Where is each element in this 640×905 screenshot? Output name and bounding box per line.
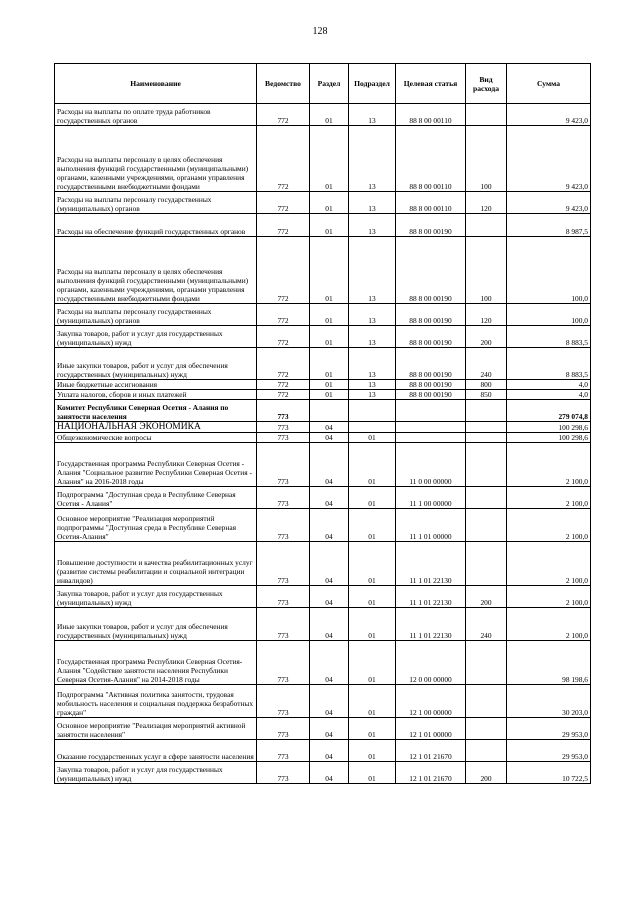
cell-section: 04 xyxy=(310,641,349,685)
cell-amount: 2 100,0 xyxy=(507,608,591,641)
cell-expense-type xyxy=(466,685,507,718)
cell-section: 04 xyxy=(310,509,349,542)
cell-section: 04 xyxy=(310,422,349,433)
header-amount: Сумма xyxy=(507,64,591,104)
cell-department: 773 xyxy=(257,542,310,586)
cell-subsection: 01 xyxy=(349,762,396,784)
cell-subsection: 13 xyxy=(349,104,396,126)
cell-subsection: 01 xyxy=(349,718,396,740)
cell-name: Расходы на выплаты персоналу в целях обеспечения выполнения функций государственными (муниципальными) органами, казенными учреждениями, органами управления государственными внебюджетными фондами xyxy=(55,237,257,304)
cell-target: 12 1 01 21670 xyxy=(396,762,466,784)
table-row xyxy=(55,126,591,192)
cell-subsection: 13 xyxy=(349,237,396,304)
cell-expense-type: 240 xyxy=(466,608,507,641)
cell-target: 12 0 00 00000 xyxy=(396,641,466,685)
table-row xyxy=(55,433,591,443)
cell-target: 12 1 01 00000 xyxy=(396,718,466,740)
table-row xyxy=(55,348,591,380)
cell-subsection: 13 xyxy=(349,326,396,348)
cell-section: 04 xyxy=(310,608,349,641)
cell-department: 773 xyxy=(257,509,310,542)
cell-amount: 30 203,0 xyxy=(507,685,591,718)
cell-name: Закупка товаров, работ и услуг для государственных (муниципальных) нужд xyxy=(55,586,257,608)
cell-name: Закупка товаров, работ и услуг для государственных (муниципальных) нужд xyxy=(55,326,257,348)
table-row xyxy=(55,718,591,740)
cell-expense-type xyxy=(466,400,507,422)
table-row xyxy=(55,400,591,422)
cell-expense-type: 100 xyxy=(466,126,507,192)
cell-department: 773 xyxy=(257,586,310,608)
cell-amount: 2 100,0 xyxy=(507,487,591,509)
cell-expense-type: 800 xyxy=(466,380,507,390)
cell-name: Уплата налогов, сборов и иных платежей xyxy=(55,390,257,400)
cell-name: Основное мероприятие "Реализация мероприятий подпрограммы "Доступная среда в Республике Северная Осетия-Алания" xyxy=(55,509,257,542)
cell-target: 88 8 00 00190 xyxy=(396,237,466,304)
cell-name: Расходы на выплаты персоналу государственных (муниципальных) органов xyxy=(55,304,257,326)
cell-amount: 10 722,5 xyxy=(507,762,591,784)
cell-amount: 100 298,6 xyxy=(507,422,591,433)
cell-name: Основное мероприятие "Реализация мероприятий активной занятости населения" xyxy=(55,718,257,740)
cell-name: Иные закупки товаров, работ и услуг для обеспечения государственных (муниципальных) нужд xyxy=(55,608,257,641)
cell-section xyxy=(310,400,349,422)
table-header-row xyxy=(55,64,591,104)
cell-department: 772 xyxy=(257,126,310,192)
cell-amount: 98 198,6 xyxy=(507,641,591,685)
cell-subsection: 13 xyxy=(349,126,396,192)
cell-name: Оказание государственных услуг в сфере занятости населения xyxy=(55,740,257,762)
cell-section: 01 xyxy=(310,126,349,192)
cell-target: 11 1 00 00000 xyxy=(396,487,466,509)
cell-section: 01 xyxy=(310,237,349,304)
cell-target: 12 1 01 21670 xyxy=(396,740,466,762)
cell-amount: 100 298,6 xyxy=(507,433,591,443)
cell-subsection: 01 xyxy=(349,641,396,685)
cell-name: Иные закупки товаров, работ и услуг для обеспечения государственных (муниципальных) нужд xyxy=(55,348,257,380)
table-row xyxy=(55,740,591,762)
table-row xyxy=(55,509,591,542)
cell-name: Расходы на выплаты персоналу в целях обеспечения выполнения функций государственными (муниципальными) органами, казенными учреждениями, органами управления государственными внебюджетными фондами xyxy=(55,126,257,192)
cell-expense-type: 200 xyxy=(466,586,507,608)
cell-section: 04 xyxy=(310,685,349,718)
cell-target: 11 1 01 22130 xyxy=(396,586,466,608)
cell-target: 88 8 00 00190 xyxy=(396,326,466,348)
cell-department: 773 xyxy=(257,400,310,422)
cell-amount: 2 100,0 xyxy=(507,443,591,487)
cell-expense-type xyxy=(466,740,507,762)
cell-target: 12 1 00 00000 xyxy=(396,685,466,718)
cell-section: 04 xyxy=(310,718,349,740)
table-body xyxy=(55,104,591,784)
cell-name: Расходы на обеспечение функций государственных органов xyxy=(55,214,257,237)
cell-target: 88 8 00 00110 xyxy=(396,126,466,192)
cell-section: 01 xyxy=(310,326,349,348)
cell-department: 772 xyxy=(257,104,310,126)
cell-subsection: 13 xyxy=(349,214,396,237)
cell-department: 773 xyxy=(257,641,310,685)
cell-target: 88 8 00 00190 xyxy=(396,380,466,390)
cell-section: 01 xyxy=(310,390,349,400)
cell-name: Общеэкономические вопросы xyxy=(55,433,257,443)
table-row xyxy=(55,542,591,586)
cell-target: 88 8 00 00190 xyxy=(396,214,466,237)
cell-expense-type: 850 xyxy=(466,390,507,400)
cell-amount: 279 074,8 xyxy=(507,400,591,422)
cell-subsection: 13 xyxy=(349,380,396,390)
cell-target: 11 1 01 00000 xyxy=(396,509,466,542)
cell-expense-type: 200 xyxy=(466,326,507,348)
table-row xyxy=(55,192,591,214)
cell-amount: 4,0 xyxy=(507,390,591,400)
cell-section: 01 xyxy=(310,214,349,237)
header-target: Целевая статья xyxy=(396,64,466,104)
cell-department: 773 xyxy=(257,685,310,718)
cell-amount: 9 423,0 xyxy=(507,192,591,214)
cell-expense-type xyxy=(466,433,507,443)
cell-name: Иные бюджетные ассигнования xyxy=(55,380,257,390)
header-section: Раздел xyxy=(310,64,349,104)
cell-amount: 2 100,0 xyxy=(507,542,591,586)
header-department: Ведомство xyxy=(257,64,310,104)
cell-section: 01 xyxy=(310,348,349,380)
cell-expense-type xyxy=(466,509,507,542)
cell-amount: 29 953,0 xyxy=(507,740,591,762)
table-row xyxy=(55,443,591,487)
cell-target xyxy=(396,400,466,422)
cell-subsection: 01 xyxy=(349,433,396,443)
cell-department: 772 xyxy=(257,390,310,400)
table-row xyxy=(55,304,591,326)
cell-expense-type: 120 xyxy=(466,304,507,326)
cell-department: 772 xyxy=(257,237,310,304)
cell-subsection: 01 xyxy=(349,586,396,608)
cell-name: Подпрограмма "Активная политика занятости, трудовая мобильность населения и социальная поддержка безработных граждан" xyxy=(55,685,257,718)
table-row xyxy=(55,214,591,237)
budget-table xyxy=(54,63,591,784)
cell-name: Расходы на выплаты по оплате труда работников государственных органов xyxy=(55,104,257,126)
table-row xyxy=(55,487,591,509)
table-row xyxy=(55,586,591,608)
cell-expense-type xyxy=(466,641,507,685)
cell-amount: 2 100,0 xyxy=(507,509,591,542)
cell-expense-type xyxy=(466,443,507,487)
header-expense-type: Вид расхода xyxy=(466,64,507,104)
cell-department: 772 xyxy=(257,326,310,348)
cell-expense-type xyxy=(466,542,507,586)
header-name: Наименование xyxy=(55,64,257,104)
cell-department: 772 xyxy=(257,380,310,390)
cell-section: 01 xyxy=(310,192,349,214)
cell-target xyxy=(396,433,466,443)
cell-target: 11 1 01 22130 xyxy=(396,542,466,586)
cell-subsection xyxy=(349,400,396,422)
cell-expense-type xyxy=(466,214,507,237)
cell-subsection: 01 xyxy=(349,443,396,487)
cell-department: 773 xyxy=(257,718,310,740)
cell-department: 773 xyxy=(257,487,310,509)
cell-subsection: 01 xyxy=(349,685,396,718)
cell-target: 11 0 00 00000 xyxy=(396,443,466,487)
cell-amount: 8 987,5 xyxy=(507,214,591,237)
cell-amount: 8 883,5 xyxy=(507,348,591,380)
cell-name: Комитет Республики Северная Осетия - Алания по занятости населения xyxy=(55,400,257,422)
table-row xyxy=(55,685,591,718)
cell-target: 11 1 01 22130 xyxy=(396,608,466,641)
cell-section: 01 xyxy=(310,380,349,390)
page-number: 128 xyxy=(312,26,328,37)
cell-department: 773 xyxy=(257,762,310,784)
table-row xyxy=(55,326,591,348)
cell-target: 88 8 00 00110 xyxy=(396,104,466,126)
cell-name: Подпрограмма "Доступная среда в Республике Северная Осетия - Алания" xyxy=(55,487,257,509)
cell-expense-type xyxy=(466,718,507,740)
cell-department: 773 xyxy=(257,608,310,641)
cell-name: Повышение доступности и качества реабилитационных услуг (развитие системы реабилитации и социальной интеграции инвалидов) xyxy=(55,542,257,586)
cell-subsection: 01 xyxy=(349,487,396,509)
cell-section: 04 xyxy=(310,762,349,784)
cell-subsection: 13 xyxy=(349,192,396,214)
cell-section: 04 xyxy=(310,542,349,586)
cell-expense-type xyxy=(466,422,507,433)
cell-name: Закупка товаров, работ и услуг для государственных (муниципальных) нужд xyxy=(55,762,257,784)
header-subsection: Подраздел xyxy=(349,64,396,104)
cell-subsection: 13 xyxy=(349,304,396,326)
cell-expense-type: 120 xyxy=(466,192,507,214)
cell-expense-type: 240 xyxy=(466,348,507,380)
cell-expense-type xyxy=(466,487,507,509)
cell-name: Расходы на выплаты персоналу государственных (муниципальных) органов xyxy=(55,192,257,214)
table-row xyxy=(55,390,591,400)
cell-name: Государственная программа Республики Северная Осетия-Алания "Содействие занятости населения Республики Северная Осетия-Алания" на 2014-2018 годы xyxy=(55,641,257,685)
cell-target: 88 8 00 00190 xyxy=(396,304,466,326)
cell-subsection: 13 xyxy=(349,348,396,380)
cell-subsection: 01 xyxy=(349,542,396,586)
table-row xyxy=(55,641,591,685)
cell-target: 88 8 00 00110 xyxy=(396,192,466,214)
cell-section: 01 xyxy=(310,304,349,326)
cell-amount: 9 423,0 xyxy=(507,104,591,126)
cell-subsection: 01 xyxy=(349,740,396,762)
cell-subsection: 01 xyxy=(349,509,396,542)
cell-target: 88 8 00 00190 xyxy=(396,390,466,400)
cell-department: 773 xyxy=(257,443,310,487)
table-row xyxy=(55,237,591,304)
table-row xyxy=(55,104,591,126)
cell-expense-type: 200 xyxy=(466,762,507,784)
table-row xyxy=(55,380,591,390)
cell-department: 772 xyxy=(257,304,310,326)
cell-amount: 29 953,0 xyxy=(507,718,591,740)
cell-department: 772 xyxy=(257,192,310,214)
table-row xyxy=(55,608,591,641)
cell-amount: 100,0 xyxy=(507,304,591,326)
cell-section: 04 xyxy=(310,433,349,443)
cell-target: 88 8 00 00190 xyxy=(396,348,466,380)
cell-amount: 4,0 xyxy=(507,380,591,390)
cell-section: 04 xyxy=(310,740,349,762)
cell-section: 04 xyxy=(310,487,349,509)
cell-expense-type: 100 xyxy=(466,237,507,304)
cell-name: НАЦИОНАЛЬНАЯ ЭКОНОМИКА xyxy=(55,422,257,433)
cell-department: 772 xyxy=(257,348,310,380)
cell-subsection xyxy=(349,422,396,433)
cell-department: 773 xyxy=(257,433,310,443)
cell-target xyxy=(396,422,466,433)
cell-department: 773 xyxy=(257,740,310,762)
cell-expense-type xyxy=(466,104,507,126)
cell-subsection: 01 xyxy=(349,608,396,641)
cell-subsection: 13 xyxy=(349,390,396,400)
table-row xyxy=(55,422,591,433)
cell-section: 01 xyxy=(310,104,349,126)
table-row xyxy=(55,762,591,784)
cell-amount: 100,0 xyxy=(507,237,591,304)
cell-amount: 9 423,0 xyxy=(507,126,591,192)
cell-section: 04 xyxy=(310,586,349,608)
cell-section: 04 xyxy=(310,443,349,487)
cell-department: 773 xyxy=(257,422,310,433)
cell-amount: 8 883,5 xyxy=(507,326,591,348)
cell-amount: 2 100,0 xyxy=(507,586,591,608)
cell-name: Государственная программа Республики Северная Осетия - Алания "Социальное развитие Республики Северная Осетия - Алания" на 2016-2018 годы xyxy=(55,443,257,487)
cell-department: 772 xyxy=(257,214,310,237)
